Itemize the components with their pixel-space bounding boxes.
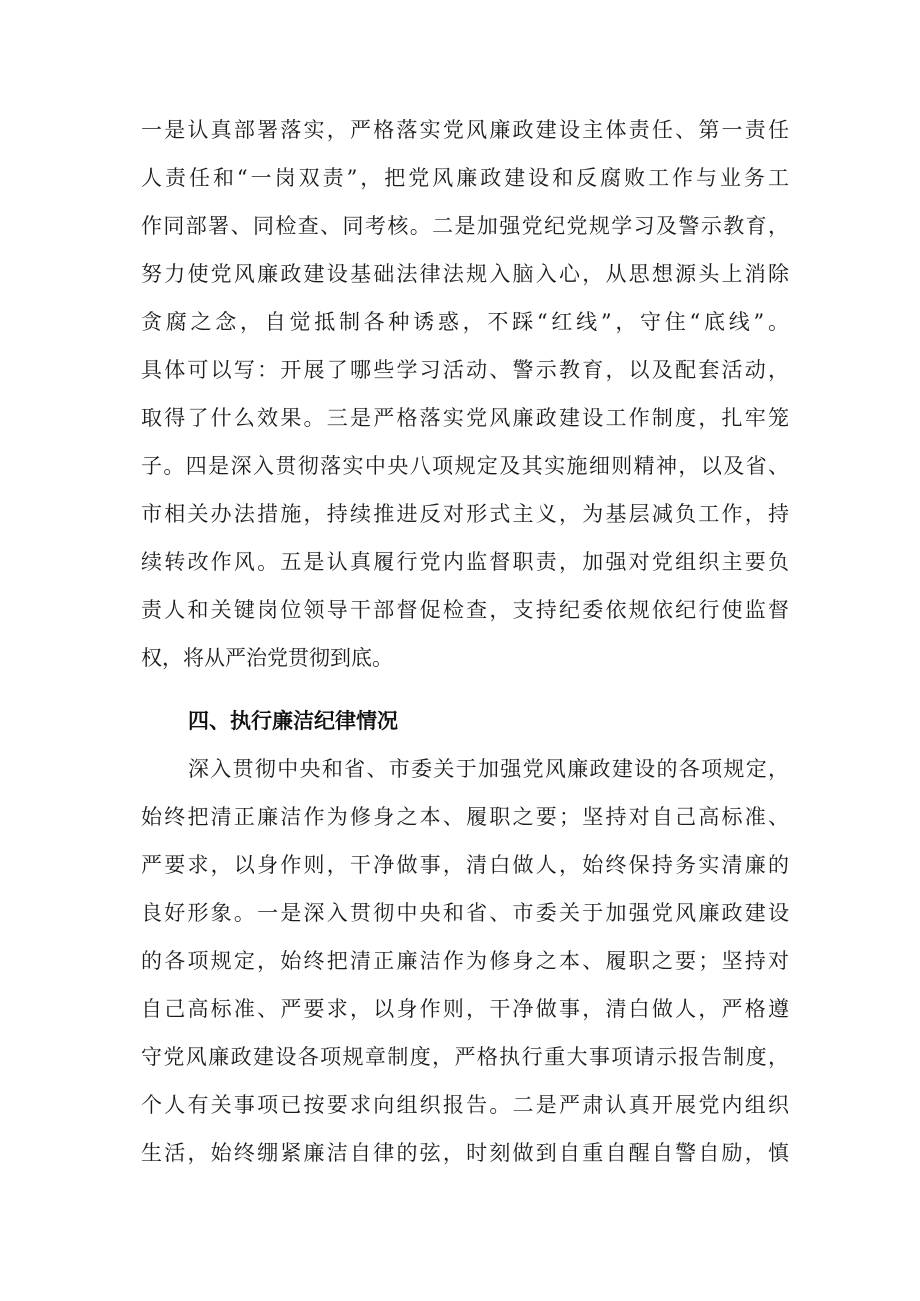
- paragraph-line: 作同部署、同检查、同考核。二是加强党纪党规学习及警示教育，: [141, 214, 789, 238]
- paragraph-line: 自己高标准、严要求，以身作则，干净做事，清白做人，严格遵: [141, 997, 789, 1021]
- paragraph-line: 守党风廉政建设各项规章制度，严格执行重大事项请示报告制度，: [141, 1045, 789, 1069]
- paragraph-line: 人责任和“一岗双责”，把党风廉政建设和反腐败工作与业务工: [141, 166, 789, 190]
- paragraph-line: 取得了什么效果。三是严格落实党风廉政建设工作制度，扎牢笼: [141, 406, 789, 430]
- paragraph-line: 具体可以写：开展了哪些学习活动、警示教育，以及配套活动，: [141, 358, 789, 382]
- section-heading: 四、执行廉洁纪律情况: [188, 709, 398, 733]
- paragraph-line: 续转改作风。五是认真履行党内监督职责，加强对党组织主要负: [141, 550, 789, 574]
- paragraph-line: 贪腐之念，自觉抵制各种诱惑，不踩“红线”，守住“底线”。: [141, 310, 789, 334]
- paragraph-line: 的各项规定，始终把清正廉洁作为修身之本、履职之要；坚持对: [141, 949, 789, 973]
- paragraph-line: 严要求，以身作则，干净做事，清白做人，始终保持务实清廉的: [141, 853, 789, 877]
- paragraph-line: 个人有关事项已按要求向组织报告。二是严肃认真开展党内组织: [141, 1093, 789, 1117]
- paragraph-line: 生活，始终绷紧廉洁自律的弦，时刻做到自重自醒自警自励，慎: [141, 1141, 789, 1165]
- paragraph-line: 市相关办法措施，持续推进反对形式主义，为基层减负工作，持: [141, 502, 789, 526]
- paragraph-line: 责人和关键岗位领导干部督促检查，支持纪委依规依纪行使监督: [141, 598, 789, 622]
- paragraph-line: 良好形象。一是深入贯彻中央和省、市委关于加强党风廉政建设: [141, 901, 789, 925]
- paragraph-line: 努力使党风廉政建设基础法律法规入脑入心，从思想源头上消除: [141, 262, 789, 286]
- paragraph-line: 始终把清正廉洁作为修身之本、履职之要；坚持对自己高标准、: [141, 805, 789, 829]
- paragraph-line: 深入贯彻中央和省、市委关于加强党风廉政建设的各项规定，: [188, 757, 789, 781]
- paragraph-line: 权，将从严治党贯彻到底。: [141, 646, 393, 670]
- paragraph-line: 子。四是深入贯彻落实中央八项规定及其实施细则精神，以及省、: [141, 454, 789, 478]
- paragraph-line: 一是认真部署落实，严格落实党风廉政建设主体责任、第一责任: [141, 118, 789, 142]
- paragraph-discipline-measures: [141, 106, 789, 682]
- paragraph-integrity-discipline: [141, 745, 789, 1177]
